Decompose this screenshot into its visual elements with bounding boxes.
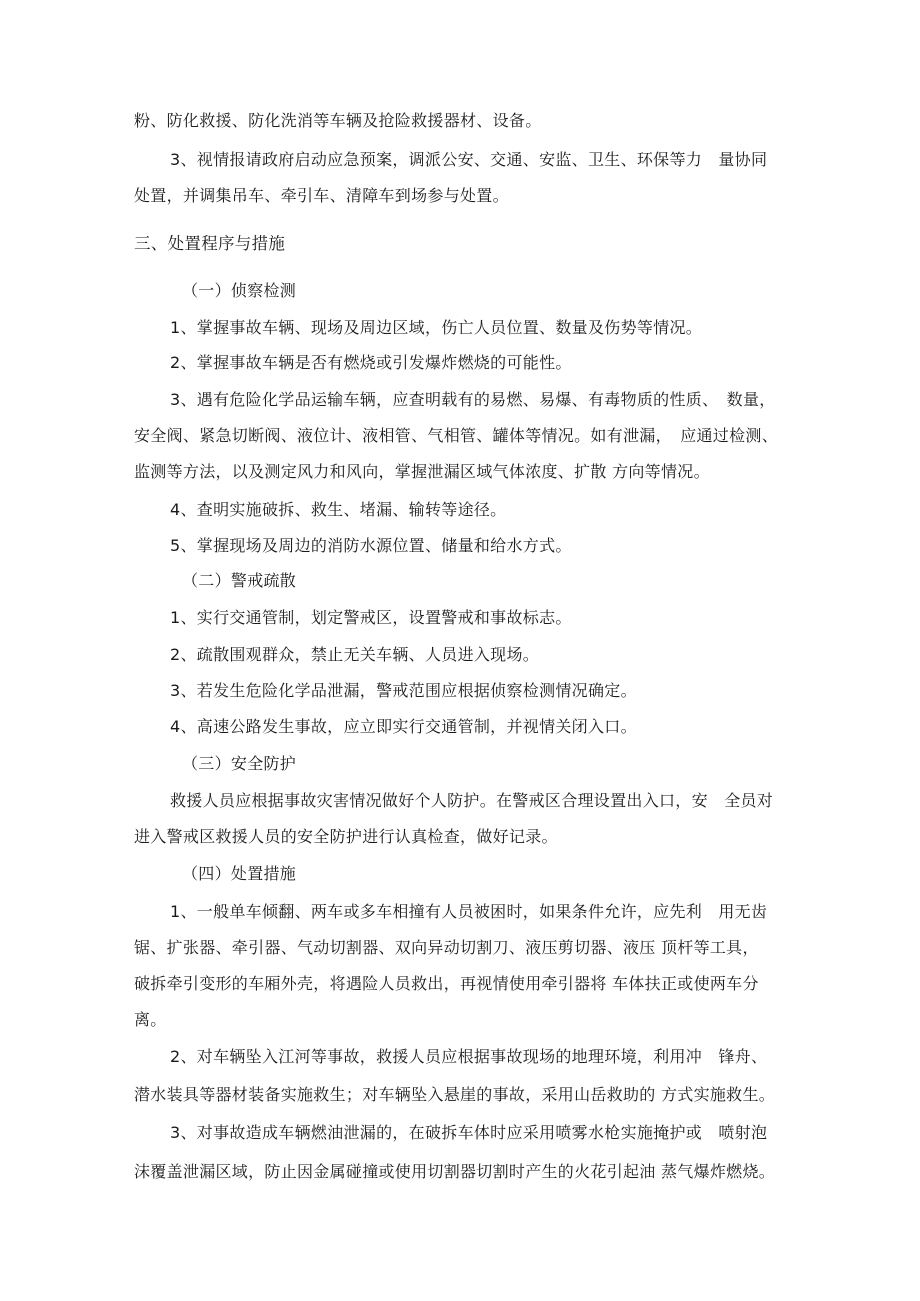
paragraph-line: 安全阀、紧急切断阀、液位计、液相管、气相管、罐体等情况。如有泄漏， 应通过检测、	[134, 426, 779, 445]
subsection-heading: （二）警戒疏散	[182, 571, 297, 590]
paragraph-line: 1、掌握事故车辆、现场及周边区域，伤亡人员位置、数量及伤势等情况。	[170, 318, 703, 337]
paragraph-line: 5、掌握现场及周边的消防水源位置、储量和给水方式。	[170, 536, 572, 555]
section-heading: 三、处置程序与措施	[134, 234, 286, 253]
paragraph-line: 3、视情报请政府启动应急预案，调派公安、交通、安监、卫生、环保等力 量协同	[170, 150, 768, 169]
paragraph-line: 粉、防化救援、防化洗消等车辆及抢险救援器材、设备。	[134, 111, 542, 130]
subsection-heading: （三）安全防护	[182, 754, 297, 773]
paragraph-line: 监测等方法，以及测定风力和风向，掌握泄漏区域气体浓度、扩散 方向等情况。	[134, 462, 710, 481]
paragraph-line: 进入警戒区救援人员的安全防护进行认真检查，做好记录。	[134, 827, 558, 846]
paragraph-line: 3、若发生危险化学品泄漏，警戒范围应根据侦察检测情况确定。	[170, 681, 637, 700]
paragraph-line: 沫覆盖泄漏区域，防止因金属碰撞或使用切割器切割时产生的火花引起油 蒸气爆炸燃烧。	[134, 1162, 776, 1181]
paragraph-line: 救援人员应根据事故灾害情况做好个人防护。在警戒区合理设置出入口，安 全员对	[170, 791, 774, 810]
paragraph-line: 3、对事故造成车辆燃油泄漏的，在破拆车体时应采用喷雾水枪实施掩护或 喷射泡	[170, 1123, 768, 1142]
paragraph-line: 破拆牵引变形的车厢外壳，将遇险人员救出，再视情使用牵引器将 车体扶正或使两车分	[134, 974, 759, 993]
paragraph-line: 潜水装具等器材装备实施救生；对车辆坠入悬崖的事故，采用山岳救助的 方式实施救生。	[134, 1085, 776, 1104]
subsection-heading: （四）处置措施	[182, 864, 297, 883]
paragraph-line: 1、一般单车倾翻、两车或多车相撞有人员被困时，如果条件允许，应先利 用无齿	[170, 902, 768, 921]
paragraph-line: 1、实行交通管制，划定警戒区，设置警戒和事故标志。	[170, 608, 572, 627]
paragraph-line: 4、高速公路发生事故，应立即实行交通管制，并视情关闭入口。	[170, 717, 637, 736]
paragraph-line: 4、查明实施破拆、救生、堵漏、输转等途径。	[170, 500, 507, 519]
paragraph-line: 3、遇有危险化学品运输车辆，应查明载有的易燃、易爆、有毒物质的性质、 数量，	[170, 390, 776, 409]
paragraph-line: 2、疏散围观群众，禁止无关车辆、人员进入现场。	[170, 645, 540, 664]
paragraph-line: 离。	[134, 1010, 167, 1029]
paragraph-line: 2、掌握事故车辆是否有燃烧或引发爆炸燃烧的可能性。	[170, 353, 572, 372]
paragraph-line: 锯、扩张器、牵引器、气动切割器、双向异动切割刀、液压剪切器、液压 顶杆等工具，	[134, 938, 759, 957]
subsection-heading: （一）侦察检测	[182, 281, 297, 300]
paragraph-line: 处置，并调集吊车、牵引车、清障车到场参与处置。	[134, 186, 509, 205]
paragraph-line: 2、对车辆坠入江河等事故，救援人员应根据事故现场的地理环境，利用冲 锋舟、	[170, 1047, 768, 1066]
